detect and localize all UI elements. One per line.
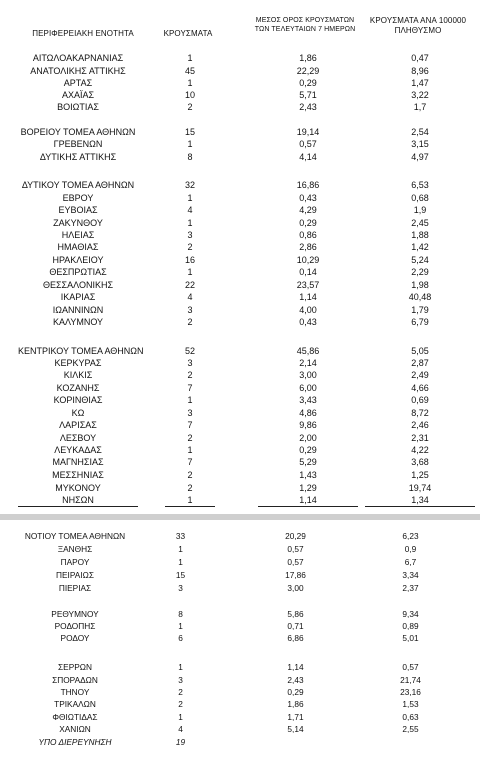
cell-avg: 0,57 xyxy=(287,544,304,554)
cell-per100k: 2,49 xyxy=(411,370,429,380)
table-row xyxy=(0,482,480,494)
cell-cases: 1 xyxy=(187,53,193,63)
cell-per100k: 8,96 xyxy=(411,66,429,76)
cell-avg: 0,43 xyxy=(299,193,317,203)
cell-per100k: 2,55 xyxy=(402,724,419,734)
table-row xyxy=(0,407,480,419)
table-row xyxy=(0,632,480,644)
table-row xyxy=(0,711,480,723)
cell-region: ΑΝΑΤΟΛΙΚΗΣ ΑΤΤΙΚΗΣ xyxy=(30,66,126,76)
cell-avg: 6,00 xyxy=(299,383,317,393)
table-row xyxy=(0,254,480,266)
cell-avg: 1,29 xyxy=(299,483,317,493)
cell-per100k: 21,74 xyxy=(400,675,421,685)
cell-per100k: 0,9 xyxy=(404,544,417,554)
cell-region: ΤΗΝΟΥ xyxy=(60,687,90,697)
table-row xyxy=(0,582,480,594)
cell-avg: 2,14 xyxy=(299,358,317,368)
cell-cases: 7 xyxy=(187,383,193,393)
cell-avg: 19,14 xyxy=(296,127,320,137)
cell-cases: 4 xyxy=(187,292,193,302)
cell-avg: 4,14 xyxy=(299,152,317,162)
cell-per100k: 6,7 xyxy=(404,557,417,567)
table-row xyxy=(0,698,480,710)
cell-cases: 1 xyxy=(187,139,193,149)
cell-cases: 1 xyxy=(178,557,183,567)
table-row xyxy=(0,382,480,394)
cell-per100k: 3,34 xyxy=(402,570,419,580)
cell-cases: 8 xyxy=(178,609,183,619)
table-row xyxy=(0,569,480,581)
header-cases: ΚΡΟΥΣΜΑΤΑ xyxy=(163,29,213,38)
table-row xyxy=(0,494,480,506)
cell-region: ΜΥΚΟΝΟΥ xyxy=(55,483,101,493)
cell-region: ΛΑΡΙΣΑΣ xyxy=(59,420,97,430)
cell-avg: 23,57 xyxy=(296,280,320,290)
cell-per100k: 2,31 xyxy=(411,433,429,443)
cell-per100k: 1,42 xyxy=(411,242,429,252)
cell-cases: 2 xyxy=(187,317,193,327)
cell-cases: 1 xyxy=(178,621,183,631)
cell-per100k: 3,68 xyxy=(411,457,429,467)
table-row xyxy=(0,674,480,686)
cell-cases: 32 xyxy=(184,180,195,190)
header-per100k xyxy=(358,16,478,36)
cell-avg: 0,86 xyxy=(299,230,317,240)
cell-region: ΝΗΣΩΝ xyxy=(18,494,138,507)
table-row xyxy=(0,456,480,468)
cell-avg: 17,86 xyxy=(285,570,306,580)
table-row xyxy=(0,530,480,542)
cell-avg: 5,29 xyxy=(299,457,317,467)
cell-cases: 1 xyxy=(187,193,193,203)
cell-cases: 1 xyxy=(178,712,183,722)
cell-per100k: 2,29 xyxy=(411,267,429,277)
cell-region: ΑΙΤΩΛΟΑΚΑΡΝΑΝΙΑΣ xyxy=(32,53,124,63)
cell-region: ΙΚΑΡΙΑΣ xyxy=(60,292,96,302)
cell-avg: 20,29 xyxy=(285,531,306,541)
cell-region: ΥΠΟ ΔΙΕΡΕΥΝΗΣΗ xyxy=(38,737,112,747)
table-part-2 xyxy=(0,520,480,761)
cell-per100k: 1,88 xyxy=(411,230,429,240)
table-row xyxy=(0,229,480,241)
cell-per100k: 2,54 xyxy=(411,127,429,137)
cell-avg: 2,86 xyxy=(299,242,317,252)
cell-per100k: 4,22 xyxy=(411,445,429,455)
cell-cases: 33 xyxy=(175,531,186,541)
cell-cases: 2 xyxy=(187,102,193,112)
cell-region: ΧΑΝΙΩΝ xyxy=(59,724,91,734)
table-row xyxy=(0,419,480,431)
cell-per100k: 19,74 xyxy=(408,483,432,493)
cell-cases: 3 xyxy=(187,305,193,315)
cell-cases: 1 xyxy=(165,494,215,507)
cell-region: ΕΒΡΟΥ xyxy=(62,193,94,203)
cell-region: ΝΟΤΙΟΥ ΤΟΜΕΑ ΑΘΗΝΩΝ xyxy=(24,531,126,541)
cell-avg: 0,14 xyxy=(299,267,317,277)
table-row xyxy=(0,432,480,444)
table-row xyxy=(0,126,480,138)
cell-region: ΠΑΡΟΥ xyxy=(60,557,90,567)
cell-avg: 4,86 xyxy=(299,408,317,418)
cell-cases: 4 xyxy=(187,205,193,215)
cell-avg: 5,71 xyxy=(299,90,317,100)
cell-cases: 8 xyxy=(187,152,193,162)
cell-cases: 6 xyxy=(178,633,183,643)
cell-avg: 4,00 xyxy=(299,305,317,315)
cell-region: ΛΕΣΒΟΥ xyxy=(59,433,97,443)
cell-avg: 0,57 xyxy=(299,139,317,149)
cell-per100k: 6,23 xyxy=(402,531,419,541)
table-row xyxy=(0,736,480,748)
cell-per100k: 4,66 xyxy=(411,383,429,393)
cell-per100k: 4,97 xyxy=(411,152,429,162)
table-row xyxy=(0,266,480,278)
cell-avg: 2,43 xyxy=(299,102,317,112)
cell-per100k: 5,24 xyxy=(411,255,429,265)
cell-per100k: 0,57 xyxy=(402,662,419,672)
cell-per100k: 2,46 xyxy=(411,420,429,430)
cell-region: ΓΡΕΒΕΝΩΝ xyxy=(53,139,103,149)
cell-region: ΡΟΔΟΠΗΣ xyxy=(54,621,96,631)
cell-per100k: 0,47 xyxy=(411,53,429,63)
table-row xyxy=(0,608,480,620)
header-per100k-line2: ΠΛΗΘΥΣΜΟ xyxy=(394,26,442,35)
table-row xyxy=(0,620,480,632)
table-row xyxy=(0,543,480,555)
cell-region: ΖΑΚΥΝΘΟΥ xyxy=(53,218,103,228)
cell-region: ΠΕΙΡΑΙΩΣ xyxy=(56,570,94,580)
cell-cases: 2 xyxy=(178,687,183,697)
cell-cases: 10 xyxy=(184,90,195,100)
table-row xyxy=(0,686,480,698)
cell-cases: 2 xyxy=(187,370,193,380)
table-row xyxy=(0,304,480,316)
cell-per100k: 1,47 xyxy=(411,78,429,88)
cell-region: ΚΑΛΥΜΝΟΥ xyxy=(52,317,104,327)
cell-per100k: 5,01 xyxy=(402,633,419,643)
cell-cases: 4 xyxy=(178,724,183,734)
cell-avg: 45,86 xyxy=(296,346,320,356)
cell-avg: 5,86 xyxy=(287,609,304,619)
table-row xyxy=(0,77,480,89)
table-row xyxy=(0,138,480,150)
cell-cases: 7 xyxy=(187,420,193,430)
cell-avg: 9,86 xyxy=(299,420,317,430)
cell-per100k: 0,69 xyxy=(411,395,429,405)
cell-region: ΚΩ xyxy=(71,408,85,418)
cell-region: ΗΛΕΙΑΣ xyxy=(61,230,95,240)
cell-region: ΞΑΝΘΗΣ xyxy=(57,544,93,554)
cell-avg: 1,14 xyxy=(258,494,358,507)
table-row xyxy=(0,357,480,369)
cell-region: ΡΕΘΥΜΝΟΥ xyxy=(51,609,99,619)
cell-region: ΔΥΤΙΚΟΥ ΤΟΜΕΑ ΑΘΗΝΩΝ xyxy=(21,180,135,190)
cell-region: ΤΡΙΚΑΛΩΝ xyxy=(54,699,96,709)
cell-per100k: 3,15 xyxy=(411,139,429,149)
table-row xyxy=(0,151,480,163)
cell-avg: 0,71 xyxy=(287,621,304,631)
cell-cases: 1 xyxy=(187,445,193,455)
cell-per100k: 3,22 xyxy=(411,90,429,100)
cell-per100k: 1,25 xyxy=(411,470,429,480)
cell-cases: 2 xyxy=(187,242,193,252)
cell-cases: 1 xyxy=(178,544,183,554)
cell-cases: 2 xyxy=(178,699,183,709)
table-row xyxy=(0,661,480,673)
header-avg-line2: ΤΩΝ ΤΕΛΕΥΤΑΙΩΝ 7 ΗΜΕΡΩΝ xyxy=(254,25,356,33)
cell-region: ΘΕΣΣΑΛΟΝΙΚΗΣ xyxy=(42,280,114,290)
cell-region: ΕΥΒΟΙΑΣ xyxy=(58,205,98,215)
cell-region: ΦΘΙΩΤΙΔΑΣ xyxy=(52,712,98,722)
table-row xyxy=(0,192,480,204)
cell-region: ΒΟΙΩΤΙΑΣ xyxy=(57,102,99,112)
table-row xyxy=(0,65,480,77)
cell-avg: 0,29 xyxy=(299,78,317,88)
table-row xyxy=(0,469,480,481)
cell-region: ΚΕΡΚΥΡΑΣ xyxy=(54,358,102,368)
cell-cases: 3 xyxy=(187,408,193,418)
cell-avg: 3,00 xyxy=(287,583,304,593)
cell-avg: 2,43 xyxy=(287,675,304,685)
cell-per100k: 6,53 xyxy=(411,180,429,190)
cell-region: ΚΕΝΤΡΙΚΟΥ ΤΟΜΕΑ ΑΘΗΝΩΝ xyxy=(18,346,144,356)
cell-per100k: 9,34 xyxy=(402,609,419,619)
cell-per100k: 1,34 xyxy=(365,494,475,507)
table-row xyxy=(0,444,480,456)
cell-cases: 22 xyxy=(184,280,195,290)
table-row xyxy=(0,556,480,568)
cell-region: ΣΠΟΡΑΔΩΝ xyxy=(52,675,98,685)
table-row xyxy=(0,316,480,328)
cell-avg: 2,00 xyxy=(299,433,317,443)
cell-cases: 45 xyxy=(184,66,195,76)
header-region: ΠΕΡΙΦΕΡΕΙΑΚΗ ΕΝΟΤΗΤΑ xyxy=(32,29,134,38)
table-row xyxy=(0,291,480,303)
cell-region: ΗΡΑΚΛΕΙΟΥ xyxy=(52,255,104,265)
cell-per100k: 5,05 xyxy=(411,346,429,356)
cell-cases: 1 xyxy=(187,395,193,405)
cell-cases: 2 xyxy=(187,470,193,480)
cell-avg: 10,29 xyxy=(296,255,320,265)
cell-avg: 0,29 xyxy=(299,218,317,228)
table-row xyxy=(0,723,480,735)
cell-per100k: 2,37 xyxy=(402,583,419,593)
cell-region: ΚΟΡΙΝΘΙΑΣ xyxy=(53,395,103,405)
cell-avg: 1,43 xyxy=(299,470,317,480)
cell-region: ΜΕΣΣΗΝΙΑΣ xyxy=(52,470,104,480)
cell-per100k: 1,53 xyxy=(402,699,419,709)
cell-avg: 0,29 xyxy=(287,687,304,697)
table-row xyxy=(0,345,480,357)
table-row xyxy=(0,241,480,253)
cell-avg: 1,14 xyxy=(287,662,304,672)
cell-avg: 1,71 xyxy=(287,712,304,722)
cell-region: ΙΩΑΝΝΙΝΩΝ xyxy=(52,305,104,315)
header-avg-line1: ΜΕΣΟΣ ΟΡΟΣ ΚΡΟΥΣΜΑΤΩΝ xyxy=(255,17,355,24)
cell-per100k: 40,48 xyxy=(408,292,432,302)
cell-per100k: 2,45 xyxy=(411,218,429,228)
cell-avg: 3,43 xyxy=(299,395,317,405)
cell-per100k: 0,89 xyxy=(402,621,419,631)
cell-region: ΡΟΔΟΥ xyxy=(60,633,90,643)
cell-per100k: 1,79 xyxy=(411,305,429,315)
cell-region: ΛΕΥΚΑΔΑΣ xyxy=(54,445,102,455)
table-row xyxy=(0,179,480,191)
cell-cases: 1 xyxy=(187,218,193,228)
cell-region: ΚΟΖΑΝΗΣ xyxy=(56,383,100,393)
cell-avg: 0,43 xyxy=(299,317,317,327)
cell-avg: 4,29 xyxy=(299,205,317,215)
cell-cases: 19 xyxy=(175,737,186,747)
cell-per100k: 2,87 xyxy=(411,358,429,368)
cell-avg: 1,14 xyxy=(299,292,317,302)
table-row xyxy=(0,394,480,406)
cell-region: ΣΕΡΡΩΝ xyxy=(58,662,92,672)
cell-cases: 3 xyxy=(187,230,193,240)
table-row xyxy=(0,101,480,113)
cell-cases: 1 xyxy=(178,662,183,672)
cell-cases: 1 xyxy=(187,267,193,277)
table-row xyxy=(0,204,480,216)
cell-cases: 7 xyxy=(187,457,193,467)
cell-cases: 3 xyxy=(187,358,193,368)
cell-region: ΚΙΛΚΙΣ xyxy=(63,370,93,380)
header-per100k-line1: ΚΡΟΥΣΜΑΤΑ ΑΝΑ 100000 xyxy=(369,16,467,25)
cell-region: ΑΧΑΪΑΣ xyxy=(61,90,95,100)
cell-region: ΜΑΓΝΗΣΙΑΣ xyxy=(52,457,104,467)
cell-region: ΠΙΕΡΙΑΣ xyxy=(58,583,92,593)
table-row xyxy=(0,89,480,101)
cell-avg: 5,14 xyxy=(287,724,304,734)
cell-per100k: 1,7 xyxy=(413,102,427,112)
cell-avg: 6,86 xyxy=(287,633,304,643)
cell-cases: 2 xyxy=(187,483,193,493)
cell-cases: 15 xyxy=(175,570,186,580)
cell-avg: 0,57 xyxy=(287,557,304,567)
cell-cases: 2 xyxy=(187,433,193,443)
cell-cases: 52 xyxy=(184,346,195,356)
cell-per100k: 1,98 xyxy=(411,280,429,290)
cell-avg: 1,86 xyxy=(287,699,304,709)
cell-per100k: 8,72 xyxy=(411,408,429,418)
cell-cases: 16 xyxy=(184,255,195,265)
cell-avg: 22,29 xyxy=(296,66,320,76)
cell-cases: 3 xyxy=(178,675,183,685)
cell-cases: 3 xyxy=(178,583,183,593)
cell-cases: 1 xyxy=(187,78,193,88)
cell-avg: 1,86 xyxy=(299,53,317,63)
cell-cases: 15 xyxy=(184,127,195,137)
cell-region: ΔΥΤΙΚΗΣ ΑΤΤΙΚΗΣ xyxy=(39,152,117,162)
header-avg xyxy=(240,17,370,34)
cell-avg: 3,00 xyxy=(299,370,317,380)
cell-per100k: 23,16 xyxy=(400,687,421,697)
cell-avg: 0,29 xyxy=(299,445,317,455)
table-row xyxy=(0,217,480,229)
cell-avg: 16,86 xyxy=(296,180,320,190)
cell-per100k: 1,9 xyxy=(413,205,427,215)
cell-region: ΑΡΤΑΣ xyxy=(63,78,93,88)
table-row xyxy=(0,52,480,64)
cell-per100k: 0,63 xyxy=(402,712,419,722)
cell-region: ΘΕΣΠΡΩΤΙΑΣ xyxy=(49,267,107,277)
cell-region: ΗΜΑΘΙΑΣ xyxy=(57,242,99,252)
cell-per100k: 0,68 xyxy=(411,193,429,203)
cell-region: ΒΟΡΕΙΟΥ ΤΟΜΕΑ ΑΘΗΝΩΝ xyxy=(20,127,136,137)
cell-per100k: 6,79 xyxy=(411,317,429,327)
table-row xyxy=(0,369,480,381)
table-row xyxy=(0,279,480,291)
